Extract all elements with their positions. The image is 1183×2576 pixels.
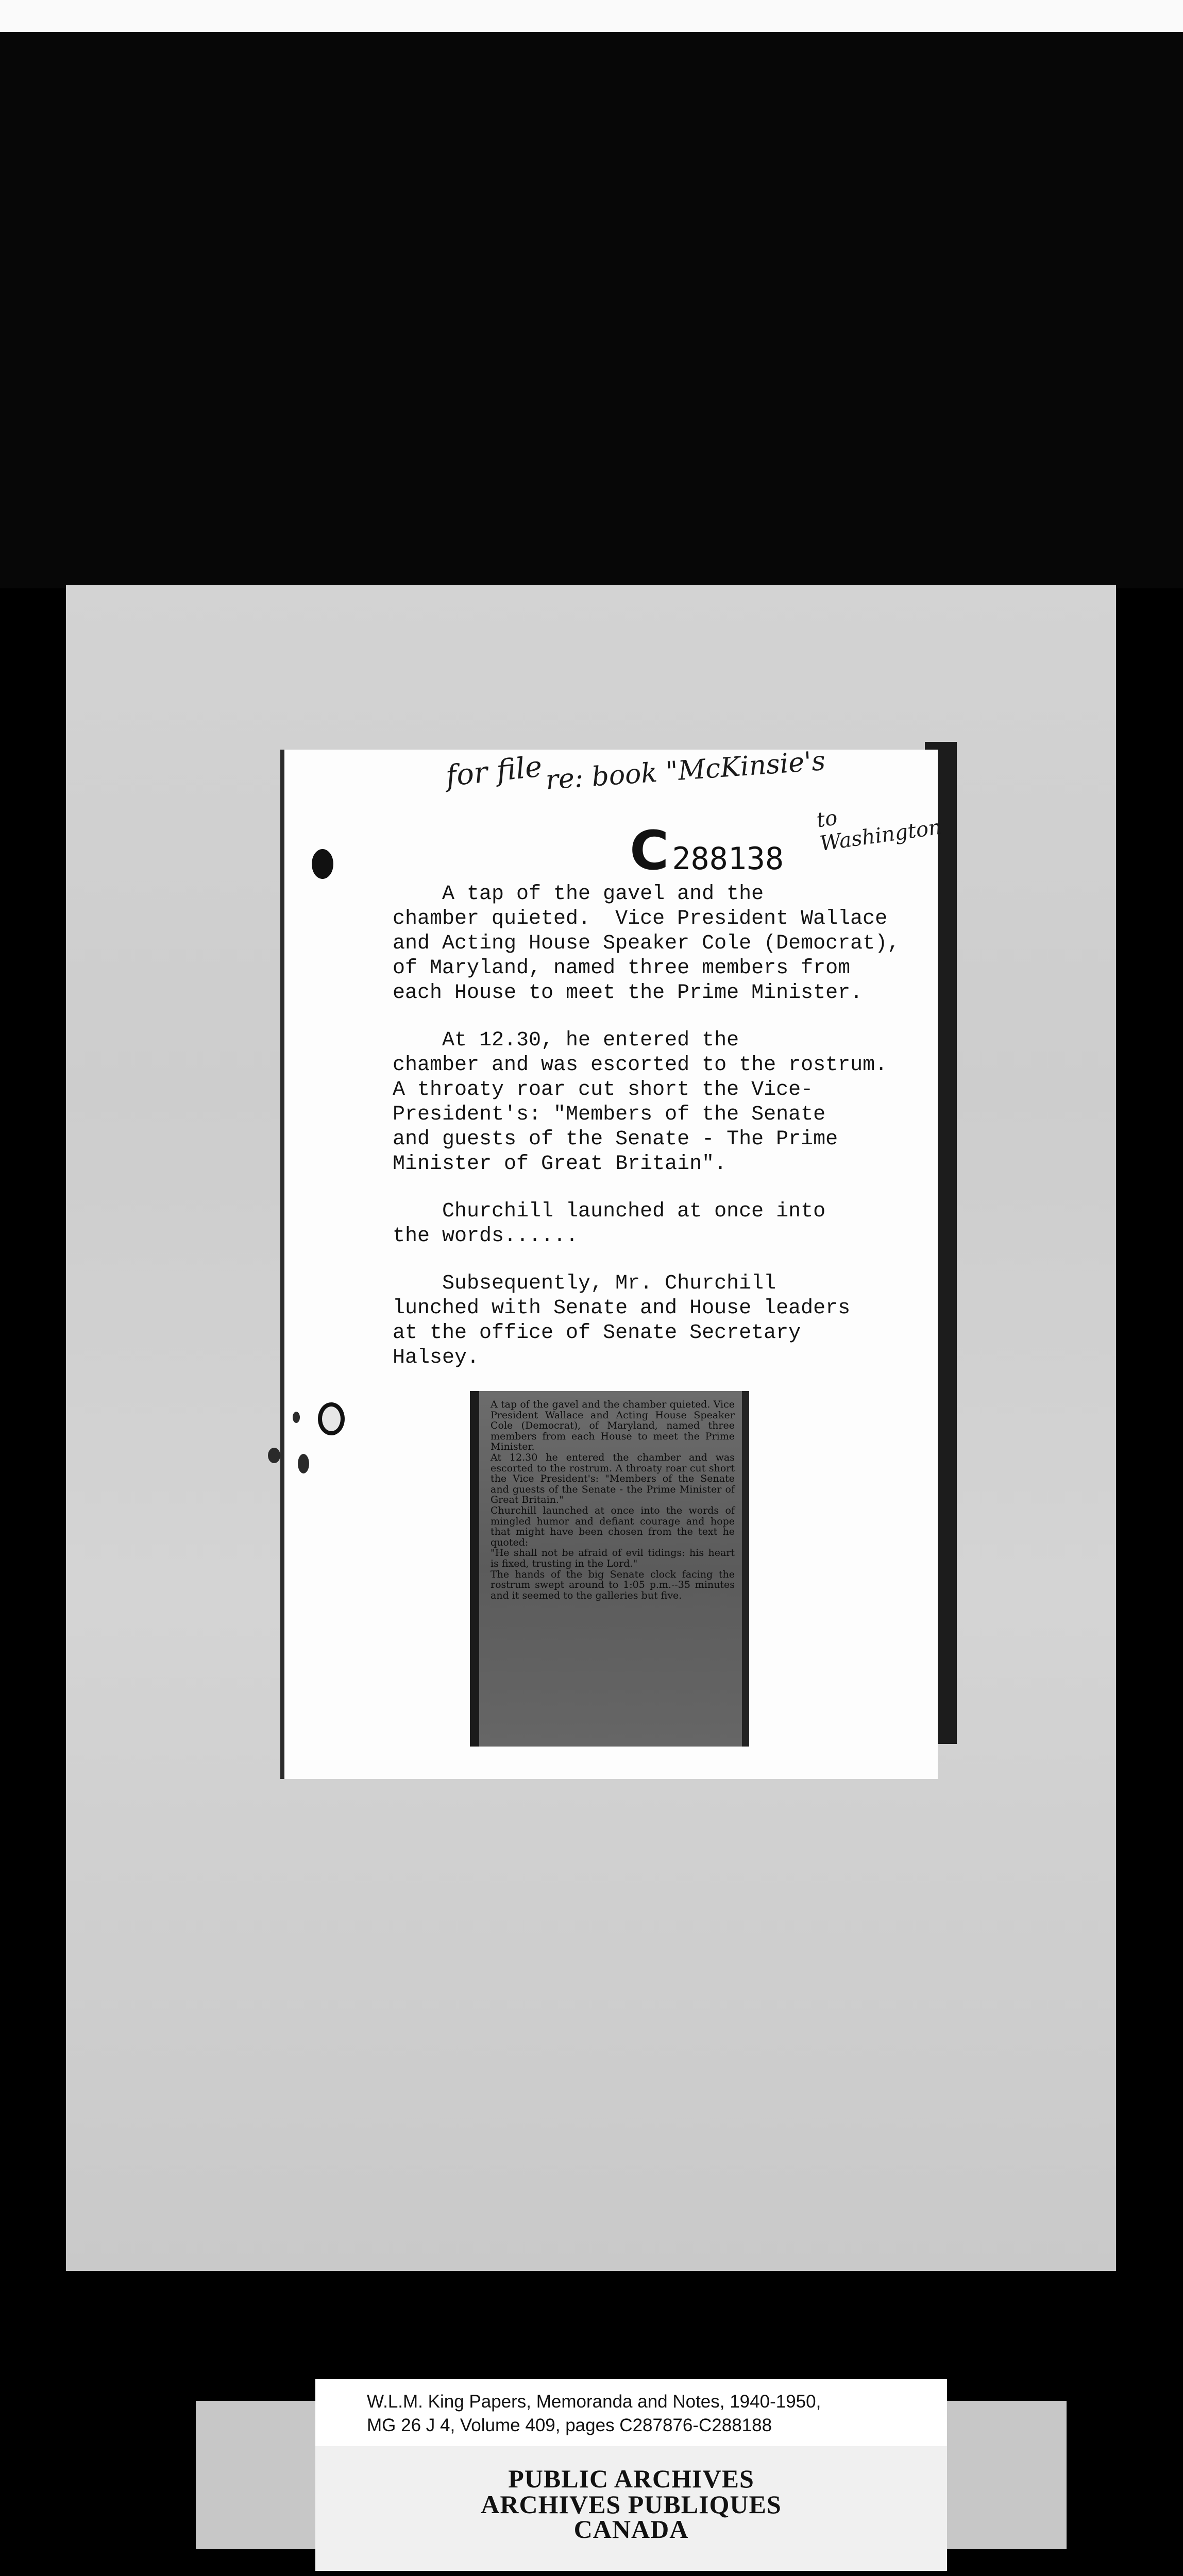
document-number-prefix: C bbox=[630, 819, 669, 882]
clipping-paragraph-2: At 12.30 he entered the chamber and was escorted to the rostrum. A throaty roar cut short the Vice President's: "Members of the Senate and guests of the Senate - the Prime Minister of Great Britain." bbox=[491, 1451, 735, 1506]
document-number bbox=[630, 819, 784, 882]
handwritten-line-1: for file bbox=[444, 750, 544, 793]
page-mark bbox=[268, 1448, 280, 1463]
typed-paragraph-3: Churchill launched at once into the words...... bbox=[393, 1200, 826, 1248]
page-mark bbox=[298, 1454, 309, 1473]
clipping-paragraph-4: "He shall not be afraid of evil tidings: his heart is fixed, trusting in the Lord." bbox=[491, 1547, 735, 1569]
typed-paragraph-2: At 12.30, he entered the chamber and was escorted to the rostrum. A throaty roar cut short the Vice- President's: "Members of the Senate and guests of the Senate - The Prime Minister of Great Britain". bbox=[393, 1029, 888, 1176]
handwritten-line-2: re: book "McKinsie's bbox=[545, 745, 826, 796]
punch-hole-top bbox=[312, 849, 333, 879]
clipping-paragraph-1: A tap of the gavel and the chamber quieted. Vice President Wallace and Acting House Speaker Cole (Democrat), of Maryland, named three members from each House to meet the Prime Minister. bbox=[491, 1399, 735, 1453]
clipping-paragraph-3: Churchill launched at once into the words of mingled humor and defiant courage and hope that might have been chosen from the text he quoted: bbox=[491, 1504, 735, 1548]
archive-stamp-line-1: PUBLIC ARCHIVES bbox=[508, 2464, 754, 2493]
typed-text-block bbox=[393, 882, 928, 1393]
archive-stamp-line-3: CANADA bbox=[573, 2515, 689, 2544]
archive-reference-line-1: W.L.M. King Papers, Memoranda and Notes, 1940-1950, bbox=[367, 2392, 821, 2412]
typed-paragraph-4: Subsequently, Mr. Churchill lunched with Senate and House leaders at the office of Senate Secretary Halsey. bbox=[393, 1272, 851, 1369]
page-mark bbox=[293, 1412, 300, 1423]
typed-paragraph-1: A tap of the gavel and the chamber quieted. Vice President Wallace and Acting House Speaker Cole (Democrat), of Maryland, named three members from each House to meet the Prime Minister. bbox=[393, 883, 900, 1005]
handwritten-line-3: to Washington bbox=[815, 806, 943, 856]
archive-reference-line-2: MG 26 J 4, Volume 409, pages C287876-C288188 bbox=[367, 2415, 772, 2435]
punch-hole-bottom bbox=[318, 1402, 345, 1435]
top-light-strip bbox=[0, 0, 1183, 32]
film-margin-top bbox=[0, 32, 1183, 588]
archive-reference-area bbox=[315, 2379, 947, 2446]
archive-stamp-line-2: ARCHIVES PUBLIQUES bbox=[481, 2490, 782, 2519]
newspaper-clipping bbox=[470, 1391, 749, 1747]
document-number-digits: 288138 bbox=[672, 841, 784, 877]
clipping-paragraph-5: The hands of the big Senate clock facing the rostrum swept around to 1:05 p.m.--35 minutes and it seemed to the galleries but five. bbox=[491, 1568, 735, 1601]
